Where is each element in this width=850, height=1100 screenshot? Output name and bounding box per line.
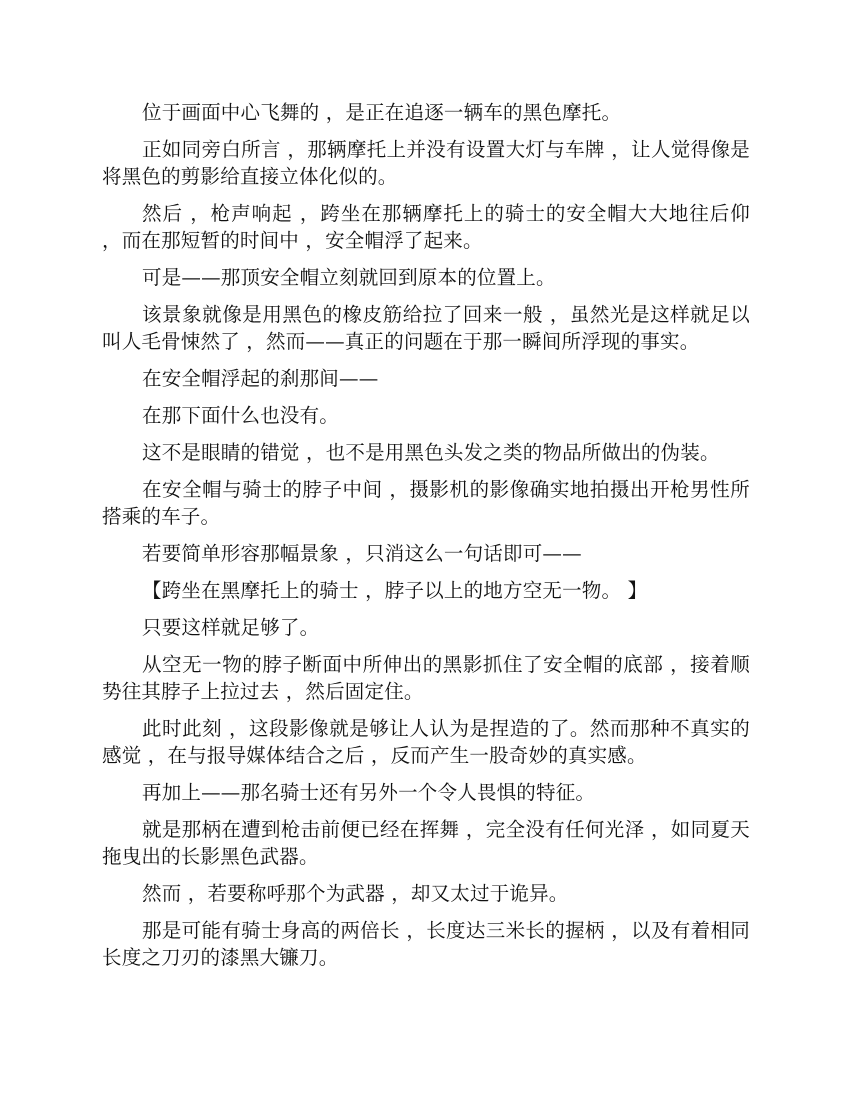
paragraph-16: 就是那柄在遭到枪击前便已经在挥舞 ，完全没有任何光泽 ，如同夏天拖曳出的长影黑色武器。 [102, 818, 750, 868]
paragraph-4: 可是——那顶安全帽立刻就回到原本的位置上。 [142, 266, 556, 289]
paragraph-6: 在安全帽浮起的刹那间—— [142, 367, 379, 390]
paragraph-5: 该景象就像是用黑色的橡皮筋给拉了回来一般 ，虽然光是这样就足以叫人毛骨悚然了 ，然而——真正的问题在于那一瞬间所浮现的事实。 [102, 303, 750, 353]
paragraph-8: 这不是眼睛的错觉 ，也不是用黑色头发之类的物品所做出的伪装。 [142, 441, 720, 464]
paragraph-12: 只要这样就足够了。 [142, 616, 320, 639]
paragraph-15: 再加上——那名骑士还有另外一个令人畏惧的特征。 [142, 781, 596, 804]
paragraph-13: 从空无一物的脖子断面中所伸出的黑影抓住了安全帽的底部 ，接着顺势往其脖子上拉过去 ，然后固定住。 [102, 653, 750, 703]
paragraph-17: 然而 ，若要称呼那个为武器 ，却又太过于诡异。 [142, 882, 569, 905]
paragraph-18: 那是可能有骑士身高的两倍长 ，长度达三米长的握柄 ，以及有着相同长度之刀刃的漆黑大镰刀。 [102, 919, 750, 969]
paragraph-3: 然后 ，枪声响起 ，跨坐在那辆摩托上的骑士的安全帽大大地往后仰 ，而在那短暂的时间中 ，安全帽浮了起来。 [102, 202, 750, 252]
paragraph-10: 若要简单形容那幅景象 ，只消这么一句话即可—— [142, 542, 582, 565]
paragraph-11: 【跨坐在黑摩托上的骑士 ，脖子以上的地方空无一物。 】 [142, 579, 648, 602]
paragraph-2: 正如同旁白所言 ，那辆摩托上并没有设置大灯与车牌 ，让人觉得像是将黑色的剪影给直接立体化似的。 [102, 138, 750, 188]
document-page [102, 99, 750, 981]
paragraph-9: 在安全帽与骑士的脖子中间 ，摄影机的影像确实地拍摄出开枪男性所搭乘的车子。 [102, 478, 750, 528]
paragraph-14: 此时此刻 ，这段影像就是够让人认为是捏造的了。然而那种不真实的感觉 ，在与报导媒体结合之后 ，反而产生一股奇妙的真实感。 [102, 717, 750, 767]
paragraph-7: 在那下面什么也没有。 [142, 404, 340, 427]
paragraph-1: 位于画面中心飞舞的 ，是正在追逐一辆车的黑色摩托。 [142, 101, 622, 124]
